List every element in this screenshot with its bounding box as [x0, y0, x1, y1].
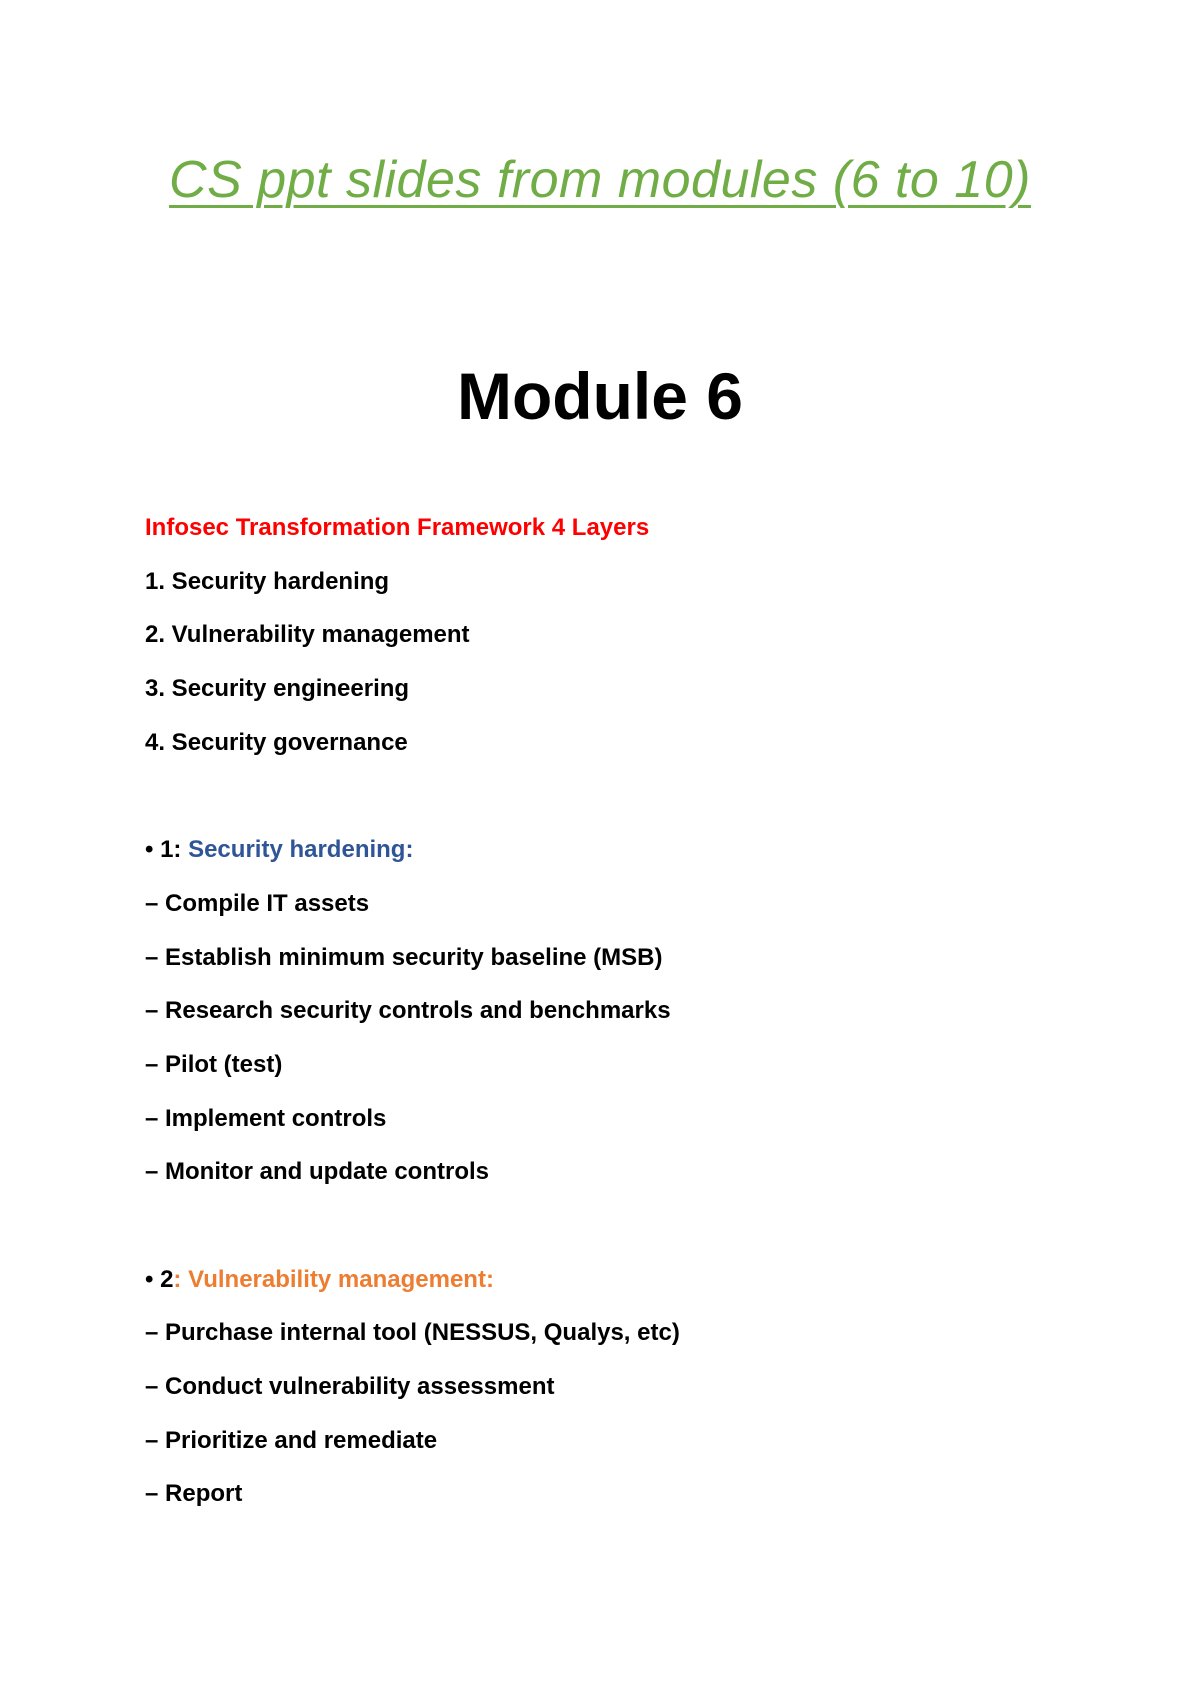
section2-item: – Prioritize and remediate: [145, 1426, 438, 1454]
framework-layer-1: 1. Security hardening: [145, 567, 390, 595]
section2-item: – Report: [145, 1480, 243, 1508]
framework-heading: Infosec Transformation Framework 4 Layers: [145, 514, 650, 541]
document-body: [145, 513, 1125, 1533]
section1-prefix: • 1:: [145, 836, 189, 864]
section2-title: : Vulnerability management:: [173, 1265, 494, 1293]
document-title: CS ppt slides from modules (6 to 10): [169, 151, 1031, 209]
section2-item: – Purchase internal tool (NESSUS, Qualys, etc): [145, 1319, 680, 1347]
section1-item: – Establish minimum security baseline (MSB): [145, 943, 663, 971]
section1-title: Security hardening:: [188, 836, 414, 864]
section2-heading: [145, 1265, 1125, 1319]
section2-prefix: • 2: [145, 1265, 174, 1293]
section1-item: – Research security controls and benchmarks: [145, 997, 671, 1025]
module-heading: Module 6: [456, 359, 743, 433]
section1-item: – Monitor and update controls: [145, 1158, 490, 1186]
section1-heading: [145, 835, 1125, 889]
framework-layer-2: 2. Vulnerability management: [145, 621, 470, 649]
framework-layer-3: 3. Security engineering: [145, 675, 410, 703]
framework-layer-4: 4. Security governance: [145, 728, 408, 756]
section1-item: – Implement controls: [145, 1104, 387, 1132]
section1-item: – Pilot (test): [145, 1050, 283, 1078]
section1-item: – Compile IT assets: [145, 889, 370, 917]
section2-item: – Conduct vulnerability assessment: [145, 1373, 555, 1400]
